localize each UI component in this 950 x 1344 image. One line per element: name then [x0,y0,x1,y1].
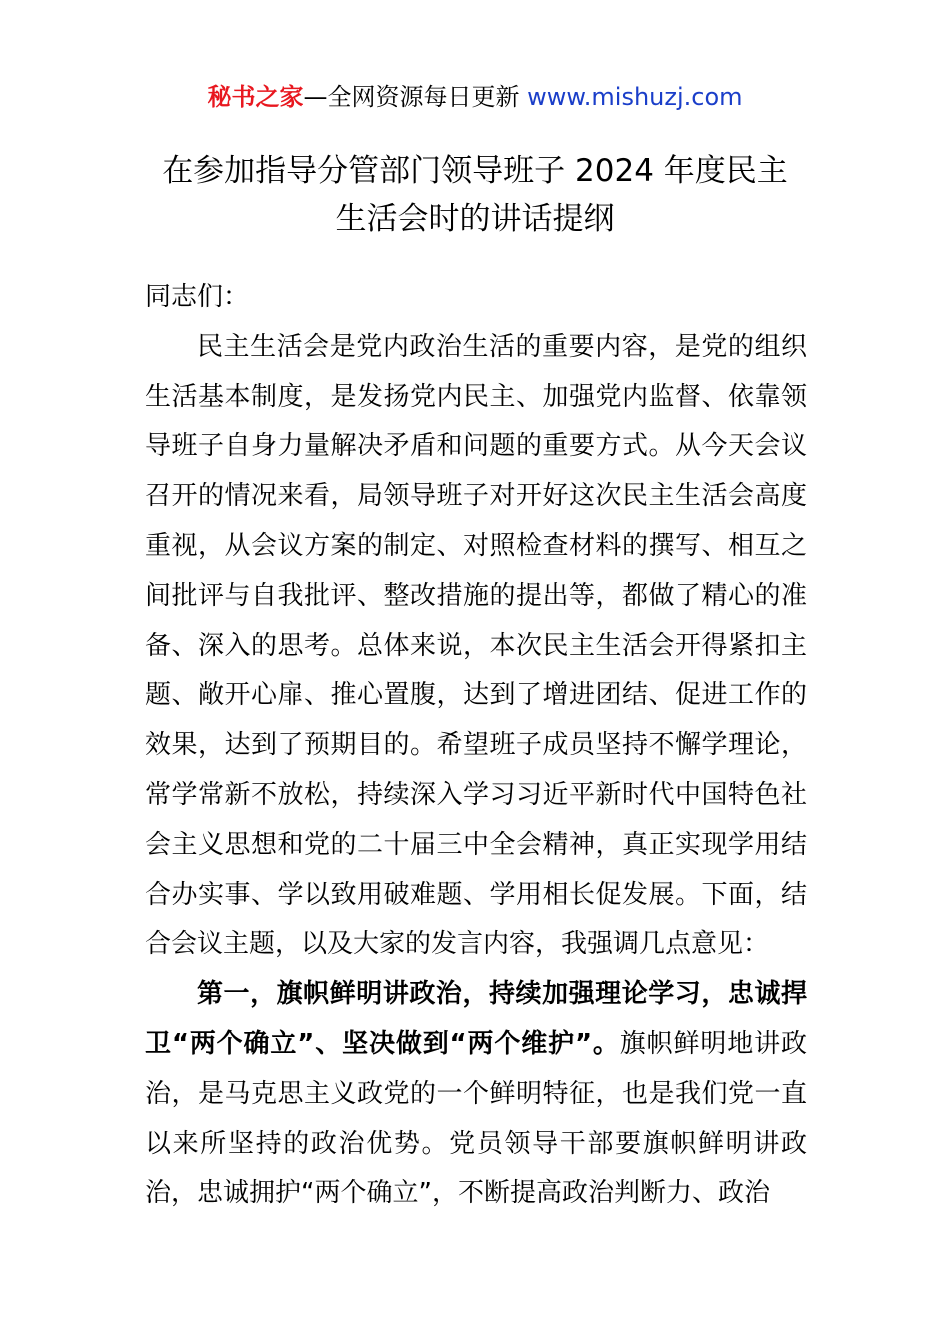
title-line-2: 生活会时的讲话提纲 [335,200,615,237]
site-name: 秘书之家 [207,83,304,111]
document-body [145,273,807,1219]
point-1-heading: 第一，旗帜鲜明讲政治，持续加强理论学习，忠诚捍卫“两个确立”、坚决做到“两个维护”。 [145,979,807,1059]
site-header [0,80,950,114]
point-1-text: 旗帜鲜明地讲政治，是马克思主义政党的一个鲜明特征，也是我们党一直以来所坚持的政治优势。党员领导干部要旗帜鲜明讲政治，忠诚拥护“两个确立”，不断提高政治判断力、政治 [145,1028,807,1209]
site-url-link[interactable]: www.mishuzj.com [527,83,743,111]
document-title [100,147,850,243]
site-tagline: —全网资源每日更新 [303,83,520,111]
paragraph-point-1 [145,970,807,1219]
salutation: 同志们： [145,282,250,312]
paragraph-intro: 民主生活会是党内政治生活的重要内容，是党的组织生活基本制度，是发扬党内民主、加强党内监督、依靠领导班子自身力量解决矛盾和问题的重要方式。从今天会议召开的情况来看，局领导班子对开好这次民主生活会高度重视，从会议方案的制定、对照检查材料的撰写、相互之间批评与自我批评、整改措施的提出等，都做了精心的准备、深入的思考。总体来说，本次民主生活会开得紧扣主题、敞开心扉、推心置腹，达到了增进团结、促进工作的效果，达到了预期目的。希望班子成员坚持不懈学理论，常学常新不放松，持续深入学习习近平新时代中国特色社会主义思想和党的二十届三中全会精神，真正实现学用结合办实事、学以致用破难题、学用相长促发展。下面，结合会议主题，以及大家的发言内容，我强调几点意见： [145,331,807,960]
title-line-1: 在参加指导分管部门领导班子 2024 年度民主 [162,152,788,189]
